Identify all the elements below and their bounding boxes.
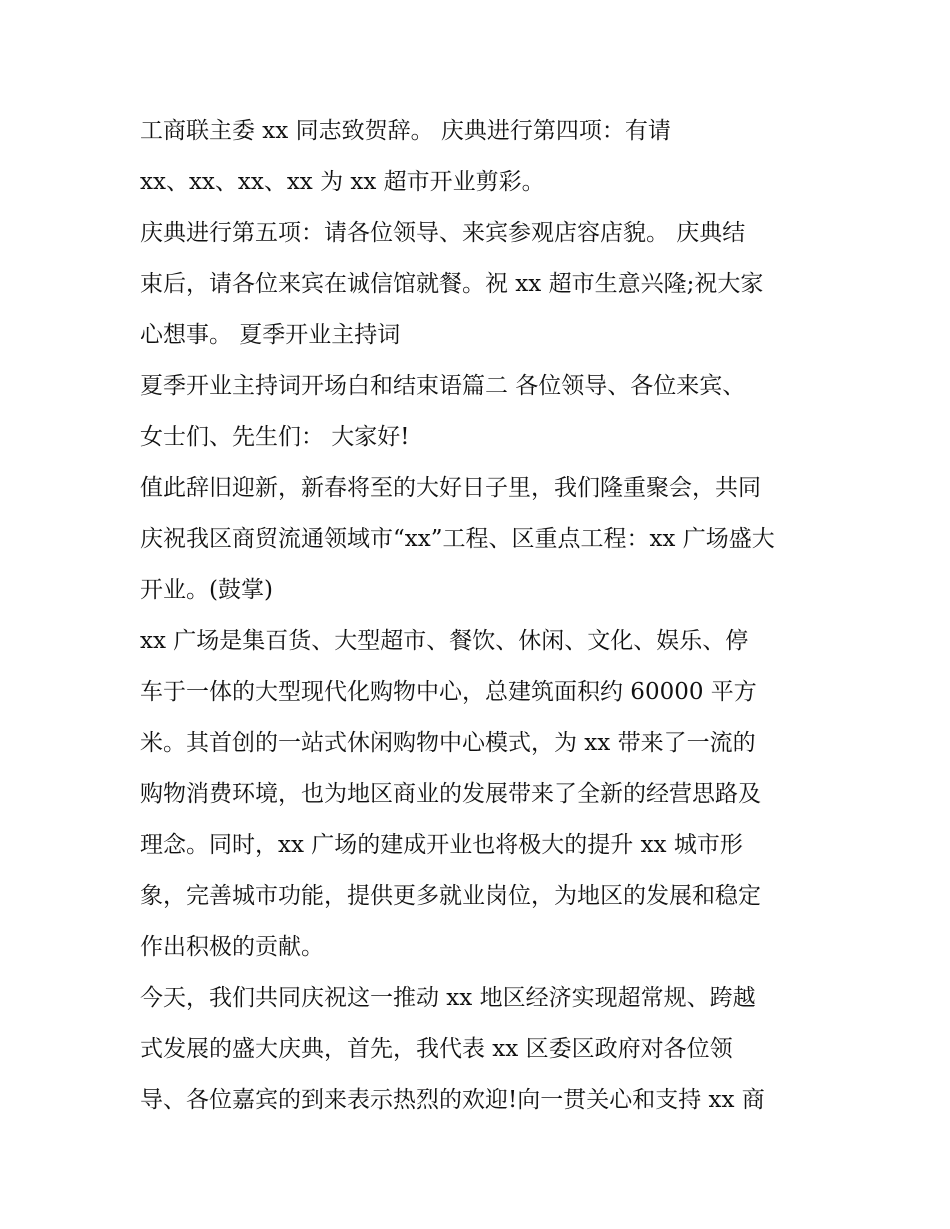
text-line: 车于一体的大型现代化购物中心，总建筑面积约 60000 平方: [140, 679, 757, 705]
text-line: 夏季开业主持词开场白和结束语篇二 各位领导、各位来宾、: [140, 373, 746, 399]
text-line: 庆祝我区商贸流通领域市“xx”工程、区重点工程：xx 广场盛大: [140, 526, 775, 552]
text-line: 理念。同时，xx 广场的建成开业也将极大的提升 xx 城市形: [140, 832, 743, 858]
text-line: 米。其首创的一站式休闲购物中心模式，为 xx 带来了一流的: [140, 730, 756, 756]
text-line: xx 广场是集百货、大型超市、餐饮、休闲、文化、娱乐、停: [140, 628, 749, 654]
text-line: 今天，我们共同庆祝这一推动 xx 地区经济实现超常规、跨越: [140, 985, 756, 1011]
text-line: 导、各位嘉宾的到来表示热烈的欢迎!向一贯关心和支持 xx 商: [140, 1087, 765, 1113]
text-line: 购物消费环境，也为地区商业的发展带来了全新的经营思路及: [140, 781, 761, 807]
text-line: 心想事。 夏季开业主持词: [140, 322, 401, 348]
text-line: 束后，请各位来宾在诚信馆就餐。祝 xx 超市生意兴隆;祝大家: [140, 271, 764, 297]
text-line: xx、xx、xx、xx 为 xx 超市开业剪彩。: [140, 169, 545, 195]
text-line: 工商联主委 xx 同志致贺辞。 庆典进行第四项：有请: [140, 118, 671, 144]
text-line: 庆典进行第五项：请各位领导、来宾参观店容店貌。 庆典结: [140, 220, 746, 246]
text-line: 值此辞旧迎新，新春将至的大好日子里，我们隆重聚会，共同: [140, 475, 761, 501]
text-line: 式发展的盛大庆典，首先，我代表 xx 区委区政府对各位领: [140, 1036, 733, 1062]
text-line: 象，完善城市功能，提供更多就业岗位，为地区的发展和稳定: [140, 883, 761, 909]
text-line: 女士们、先生们： 大家好!: [140, 424, 410, 450]
text-line: 开业。(鼓掌): [140, 577, 273, 603]
document-body: [140, 106, 830, 1126]
text-line: 作出积极的贡献。: [140, 934, 324, 960]
